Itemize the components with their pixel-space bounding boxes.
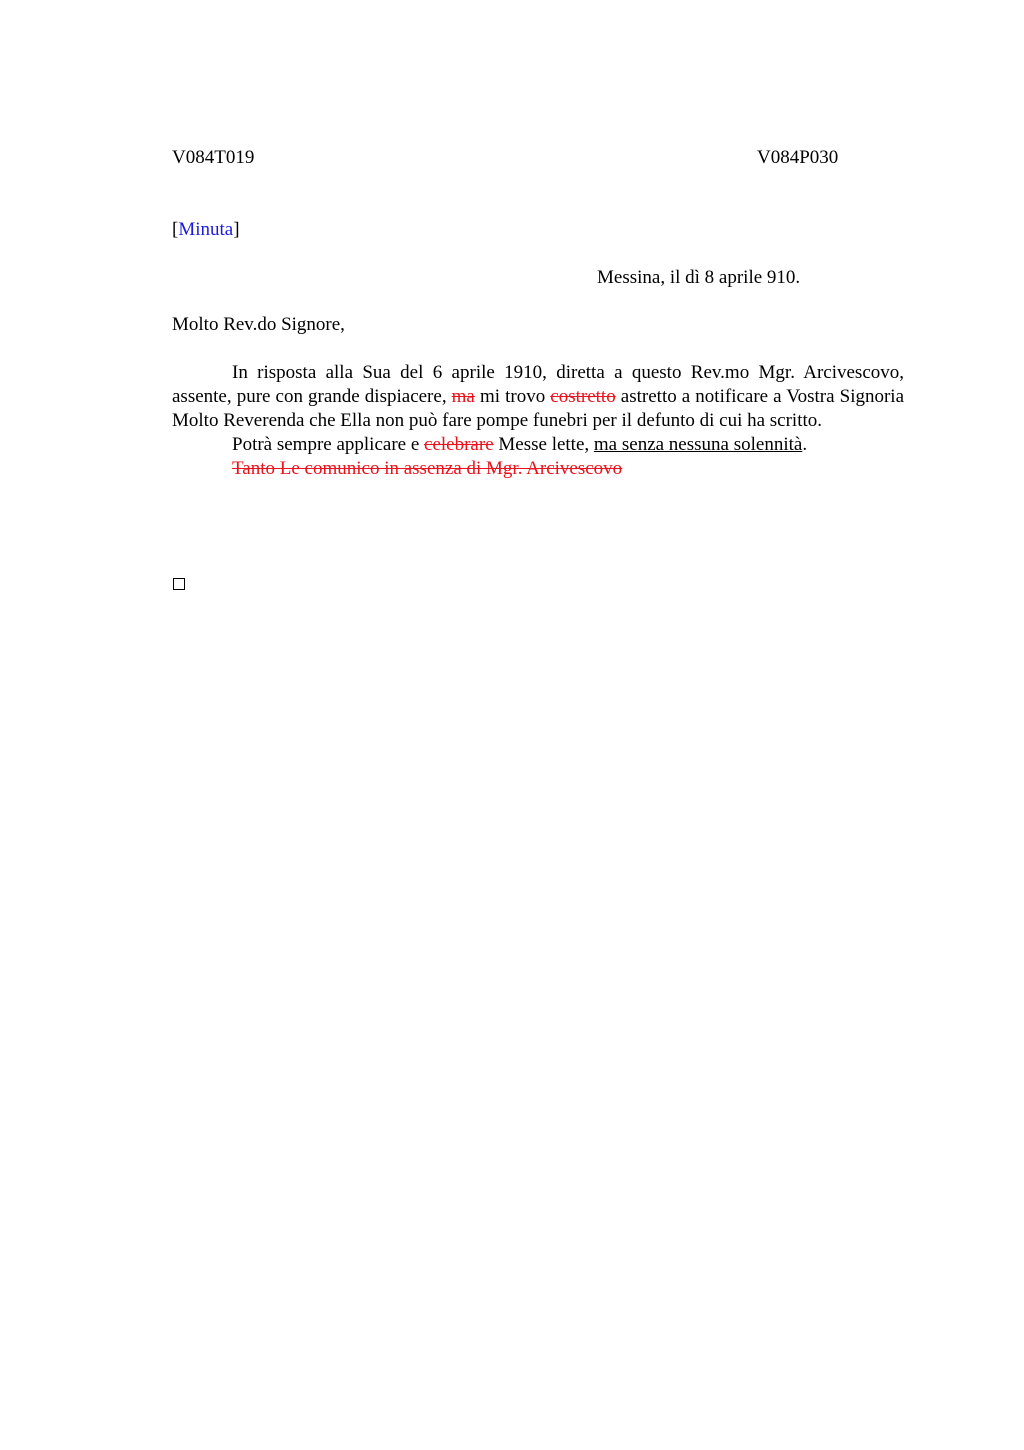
salutation: Molto Rev.do Signore, — [172, 314, 345, 335]
close-bracket: ] — [233, 219, 240, 240]
paragraph-2-text-a: Potrà sempre applicare e — [232, 434, 425, 455]
deleted-word-ma: ma — [451, 386, 475, 407]
paragraph-1-text-c: astretto a notificare a Vostra Signoria Molto Reverenda che Ella non può fare pompe funebri per il defunto di cui ha scritto. — [172, 386, 905, 431]
paragraph-1-text-b: mi trovo — [474, 386, 551, 407]
deleted-word-celebrare: celebrare — [424, 434, 494, 455]
paragraph-2-text-c: . — [802, 434, 808, 455]
paragraph-2-text-b: Messe lette, — [493, 434, 594, 455]
paragraph-1 — [172, 361, 904, 433]
deleted-word-costretto: costretto — [550, 386, 616, 407]
document-reference-left: V084T019 — [172, 147, 255, 168]
deleted-closing-text: Tanto Le comunico in assenza di Mgr. Arcivescovo — [232, 458, 623, 479]
document-reference-right: V084P030 — [757, 147, 839, 168]
paragraph-2 — [172, 433, 904, 457]
letter-body — [172, 361, 904, 481]
minuta-label: Minuta — [178, 219, 234, 240]
document-type-label — [172, 218, 240, 242]
underlined-phrase: ma senza nessuna solennità — [593, 434, 803, 455]
open-bracket: [ — [172, 219, 179, 240]
deleted-closing-line — [172, 457, 904, 481]
letter-date: Messina, il dì 8 aprile 910. — [597, 267, 801, 288]
paragraph-1-text-a: In risposta alla Sua del 6 aprile 1910, diretta a questo Rev.mo Mgr. Arcivescovo, assente, pure con grande dispiacere, — [172, 362, 904, 407]
checkbox-square-icon — [173, 578, 185, 590]
